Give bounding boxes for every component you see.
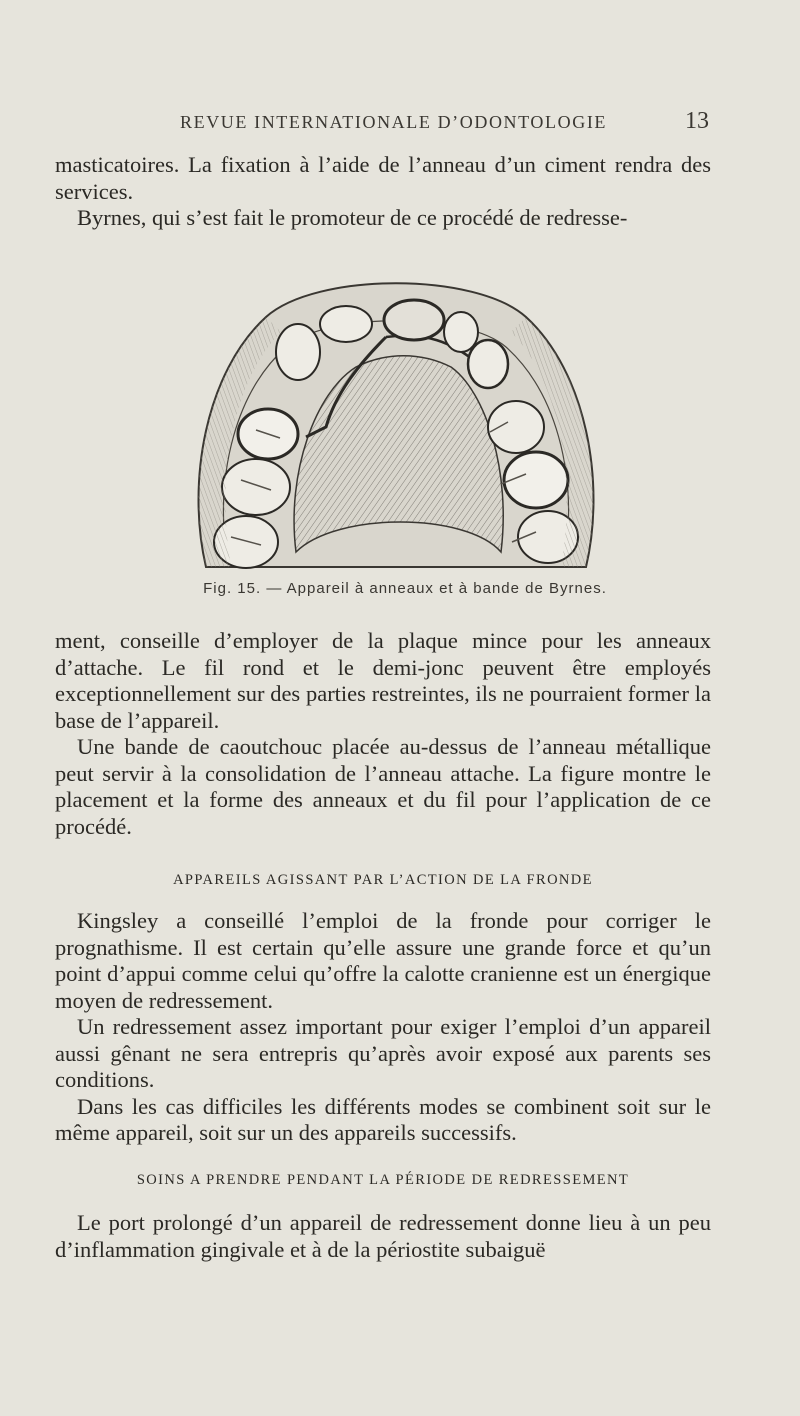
paragraph-1: masticatoires. La fixation à l’aide de l’anneau d’un ciment rendra des services. — [55, 152, 711, 204]
paragraph-3: ment, conseille d’employer de la plaque mince pour les anneaux d’attache. Le fil rond et le demi-jonc peuvent être employés exceptionnellement sur des parties restreintes, ils ne pourraient former la base de l’appareil. — [55, 628, 711, 733]
section-heading-soins: SOINS A PRENDRE PENDANT LA PÉRIODE DE REDRESSEMENT — [136, 1172, 630, 1188]
paragraph-4: Une bande de caoutchouc placée au-dessus de l’anneau métallique peut servir à la consolidation de l’anneau attache. La figure montre le placement et la forme des anneaux et du fil pour l’application de ce procédé. — [55, 734, 711, 839]
paragraph-1-block — [55, 152, 711, 232]
running-head: REVUE INTERNATIONALE D’ODONTOLOGIE — [180, 112, 608, 132]
section-heading-fronde: APPAREILS AGISSANT PAR L’ACTION DE LA FRONDE — [173, 872, 593, 888]
paragraph-3-block — [55, 628, 711, 840]
paragraph-8-block — [55, 1210, 711, 1263]
figure-caption: Fig. 15. — Appareil à anneaux et à bande de Byrnes. — [203, 580, 607, 597]
page-number: 13 — [685, 108, 709, 134]
paragraph-2: Byrnes, qui s’est fait le promoteur de ce procédé de redresse- — [77, 205, 628, 230]
paragraph-5-block — [55, 908, 711, 1147]
upper-jaw-illustration — [186, 252, 606, 582]
paragraph-6: Un redressement assez important pour exiger l’emploi d’un appareil aussi gênant ne sera entrepris qu’après avoir exposé aux parents ses conditions. — [55, 1014, 711, 1092]
paragraph-7: Dans les cas difficiles les différents modes se combinent soit sur le même appareil, soit sur un des appareils successifs. — [55, 1093, 711, 1145]
paragraph-5: Kingsley a conseillé l’emploi de la fronde pour corriger le prognathisme. Il est certain qu’elle assure une grande force et qu’un point d’appui comme celui qu’offre la calotte cranienne est un énergique moyen de redressement. — [55, 908, 711, 1013]
dental-cast-figure — [186, 252, 606, 582]
paragraph-8: Le port prolongé d’un appareil de redressement donne lieu à un peu d’inflammation gingivale et à de la périostite subaiguë — [55, 1210, 711, 1262]
